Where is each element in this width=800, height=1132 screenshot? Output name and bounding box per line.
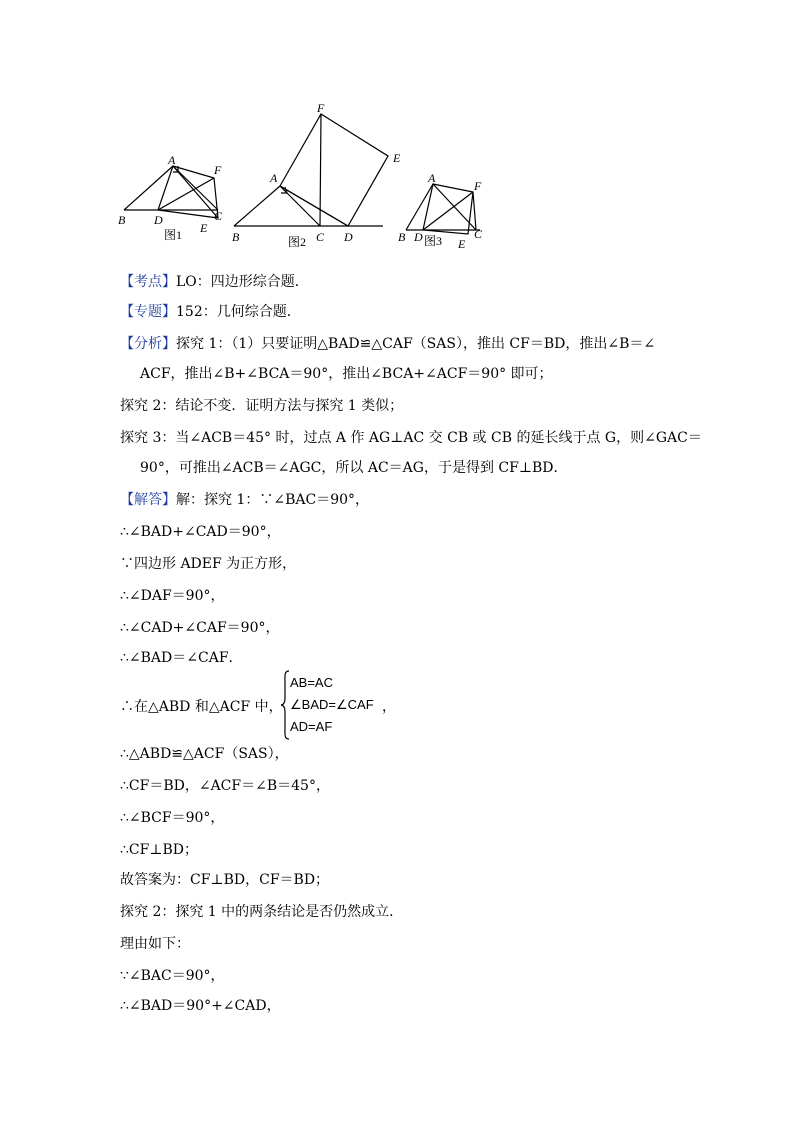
proof-line-8: ∴CF＝BD，∠ACF＝∠B＝45°，: [120, 778, 330, 794]
fig2-label-c: C: [316, 230, 325, 244]
left-brace: [280, 670, 290, 740]
kaodian-text: LO：四边形综合题．: [176, 274, 309, 290]
proof-line-9: ∴∠BCF＝90°，: [120, 810, 225, 826]
condition-rows: [290, 672, 374, 738]
proof-line-7: ∴△ABD≌△ACF（SAS），: [120, 746, 289, 762]
proof-line-13: 理由如下：: [120, 936, 190, 952]
fenxi-tag: 【分析】: [120, 336, 176, 352]
figure-3: [406, 184, 480, 234]
conditions-comma: ，: [382, 699, 396, 715]
figure-1-labels: [118, 153, 223, 242]
proof-line-4: ∴∠CAD+∠CAF＝90°，: [120, 620, 280, 636]
figure-2-labels: [232, 101, 401, 249]
proof-line-3: ∴∠DAF＝90°，: [120, 588, 225, 604]
fig3-label-c: C: [474, 227, 483, 241]
proof-line-15: ∴∠BAD＝90°+∠CAD，: [120, 998, 281, 1014]
zhuanti-text: 152：几何综合题．: [176, 304, 301, 320]
figures-svg: [118, 100, 498, 250]
fig2-square: [280, 114, 388, 226]
proof-line-12: 探究 2：探究 1 中的两条结论是否仍然成立．: [120, 904, 404, 920]
fig3-label-f: F: [474, 179, 482, 193]
jieda-line: [120, 490, 369, 510]
fig3-fc: [473, 192, 476, 230]
proof-line-1: ∴∠BAD+∠CAD＝90°，: [120, 524, 281, 540]
fig3-caption: 图3: [424, 234, 443, 248]
tanjiu2-summary: 探究 2：结论不变．证明方法与探究 1 类似；: [120, 398, 404, 414]
condition-ad-af: AD=AF: [290, 719, 333, 734]
tanjiu3-summary: 探究 3：当∠ACB＝45° 时，过点 A 作 AG⊥AC 交 CB 或 CB 的延长线于点 G，则∠GAC＝: [120, 430, 702, 446]
zhuanti-line: [120, 302, 301, 322]
fig2-label-a: A: [270, 171, 278, 185]
fig2-ab: [234, 186, 280, 226]
condition-ab-ac: AB=AC: [290, 675, 333, 690]
zhuanti-tag: 【专题】: [120, 304, 176, 320]
jieda-text: 解：探究 1：∵∠BAC＝90°，: [176, 492, 370, 508]
fig3-label-d: D: [414, 230, 423, 244]
proof-line-10: ∴CF⊥BD；: [120, 842, 199, 858]
fig2-label-f: F: [317, 101, 325, 115]
fenxi-line: [120, 334, 655, 354]
fig1-label-d: D: [154, 213, 163, 227]
kaodian-line: [120, 272, 309, 292]
fig3-square: [423, 184, 473, 234]
fig1-label-b: B: [118, 213, 126, 227]
kaodian-tag: 【考点】: [120, 274, 176, 290]
proof-line-2: ∵四边形 ADEF 为正方形，: [120, 556, 297, 572]
fig2-caption: 图2: [288, 235, 307, 249]
fig2-label-d: D: [344, 230, 353, 244]
fig1-label-f: F: [214, 163, 222, 177]
fig3-label-b: B: [398, 230, 406, 244]
fig2-label-b: B: [232, 230, 240, 244]
fenxi-text: 探究 1：（1）只要证明△BAD≌△CAF（SAS），推出 CF＝BD，推出∠B＝∠: [176, 336, 656, 352]
fig2-label-e: E: [393, 151, 401, 165]
fig1-label-e: E: [200, 221, 208, 235]
fig3-label-a: A: [428, 171, 436, 185]
geometry-figures: [118, 100, 498, 250]
proof-line-11: 故答案为：CF⊥BD，CF＝BD；: [120, 872, 330, 888]
fig1-label-a: A: [168, 153, 176, 167]
tanjiu3-continuation: 90°，可推出∠ACB＝∠AGC，所以 AC＝AG，于是得到 CF⊥BD．: [140, 460, 568, 476]
fenxi-continuation: ACF，推出∠B+∠BCA＝90°，推出∠BCA+∠ACF＝90° 即可；: [140, 366, 553, 382]
fig3-ab: [406, 184, 433, 230]
fig1-caption: 图1: [164, 228, 183, 242]
condition-bad-caf: ∠BAD=∠CAF: [290, 697, 374, 712]
figure-1: [124, 166, 218, 218]
jieda-tag: 【解答】: [120, 492, 176, 508]
figure-2: [234, 114, 388, 226]
fig3-label-e: E: [458, 237, 466, 250]
fig1-label-c: C: [214, 209, 223, 223]
proof-line-14: ∵∠BAC＝90°，: [120, 968, 225, 984]
congruence-lead: ∴在△ABD 和△ACF 中，: [120, 699, 283, 715]
fig1-df: [158, 178, 214, 210]
proof-line-5: ∴∠BAD＝∠CAF．: [120, 650, 243, 666]
